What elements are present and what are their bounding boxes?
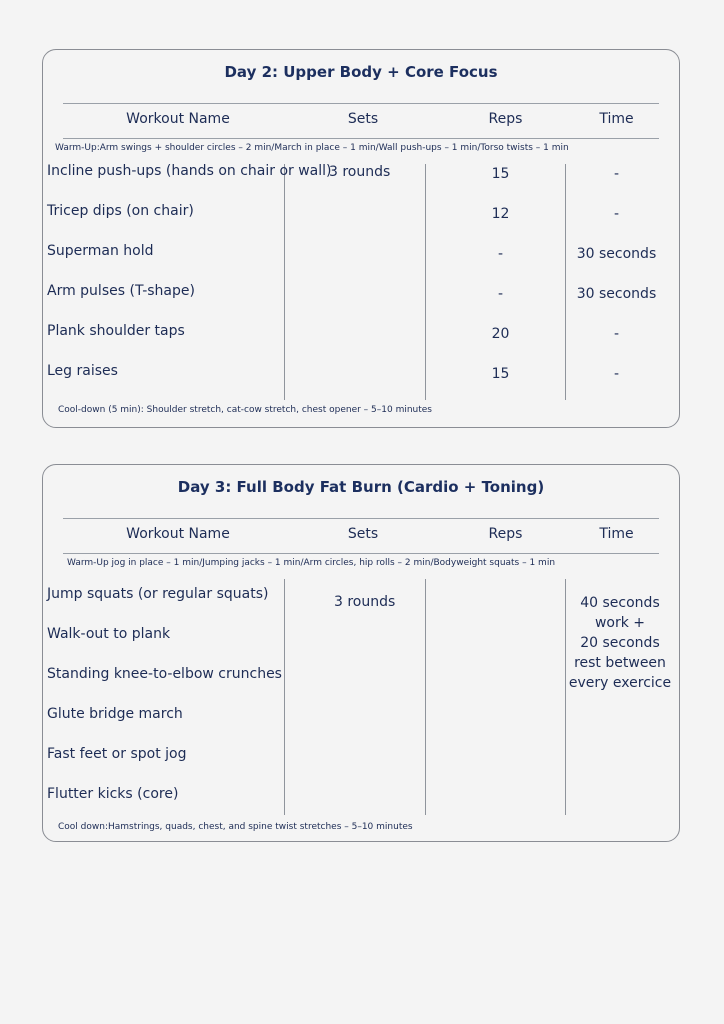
exercise-name: Standing knee-to-elbow crunches xyxy=(47,666,282,682)
day3-title: Day 3: Full Body Fat Burn (Cardio + Toning) xyxy=(177,478,545,496)
day3-card xyxy=(42,464,680,842)
header-workout-name: Workout Name xyxy=(126,111,230,127)
time-value: - xyxy=(613,206,620,222)
time-value: - xyxy=(613,366,620,382)
reps-value: 15 xyxy=(491,166,510,182)
time-line: 20 seconds xyxy=(580,635,660,651)
cooldown-text: Cool-down (5 min): Shoulder stretch, cat-cow stretch, chest opener – 5–10 minutes xyxy=(58,405,432,415)
header-time: Time xyxy=(599,111,634,127)
column-divider xyxy=(284,579,285,815)
column-divider xyxy=(425,579,426,815)
column-divider xyxy=(425,164,426,400)
exercise-name: Jump squats (or regular squats) xyxy=(47,586,269,602)
header-top-divider xyxy=(63,103,659,104)
exercise-name: Incline push-ups (hands on chair or wall) xyxy=(47,163,332,179)
time-line: every exercice xyxy=(568,675,672,691)
header-bottom-divider xyxy=(63,553,659,554)
warmup-text: Warm-Up jog in place – 1 min/Jumping jacks – 1 min/Arm circles, hip rolls – 2 min/Bodyweight squats – 1 min xyxy=(67,558,556,568)
header-time: Time xyxy=(599,526,634,542)
reps-value: 12 xyxy=(491,206,510,222)
cooldown-text: Cool down:Hamstrings, quads, chest, and spine twist stretches – 5–10 minutes xyxy=(58,822,413,832)
day2-card xyxy=(42,49,680,428)
day2-title: Day 2: Upper Body + Core Focus xyxy=(224,63,498,81)
exercise-name: Superman hold xyxy=(47,243,154,259)
warmup-text: Warm-Up:Arm swings + shoulder circles – 2 min/March in place – 1 min/Wall push-ups – 1 min/Torso twists – 1 min xyxy=(55,143,569,153)
column-divider xyxy=(565,164,566,400)
exercise-name: Arm pulses (T-shape) xyxy=(47,283,195,299)
time-line: work + xyxy=(594,615,646,631)
header-reps: Reps xyxy=(488,111,523,127)
time-line: rest between xyxy=(574,655,666,671)
header-bottom-divider xyxy=(63,138,659,139)
time-value xyxy=(566,593,674,693)
exercise-name: Glute bridge march xyxy=(47,706,183,722)
column-divider xyxy=(284,164,285,400)
header-reps: Reps xyxy=(488,526,523,542)
time-value: 30 seconds xyxy=(576,286,657,302)
exercise-name: Walk-out to plank xyxy=(47,626,171,642)
time-line: 40 seconds xyxy=(580,595,660,611)
exercise-name: Tricep dips (on chair) xyxy=(47,203,194,219)
reps-value: - xyxy=(497,286,504,302)
sets-value: 3 rounds xyxy=(329,164,391,180)
time-value: 30 seconds xyxy=(576,246,657,262)
header-sets: Sets xyxy=(347,111,379,127)
exercise-name: Leg raises xyxy=(47,363,118,379)
exercise-name: Flutter kicks (core) xyxy=(47,786,179,802)
reps-value: 20 xyxy=(491,326,510,342)
header-top-divider xyxy=(63,518,659,519)
header-sets: Sets xyxy=(347,526,379,542)
sets-value: 3 rounds xyxy=(334,594,396,610)
exercise-name: Plank shoulder taps xyxy=(47,323,185,339)
exercise-name: Fast feet or spot jog xyxy=(47,746,187,762)
time-value: - xyxy=(613,166,620,182)
reps-value: 15 xyxy=(491,366,510,382)
header-workout-name: Workout Name xyxy=(126,526,230,542)
reps-value: - xyxy=(497,246,504,262)
time-value: - xyxy=(613,326,620,342)
